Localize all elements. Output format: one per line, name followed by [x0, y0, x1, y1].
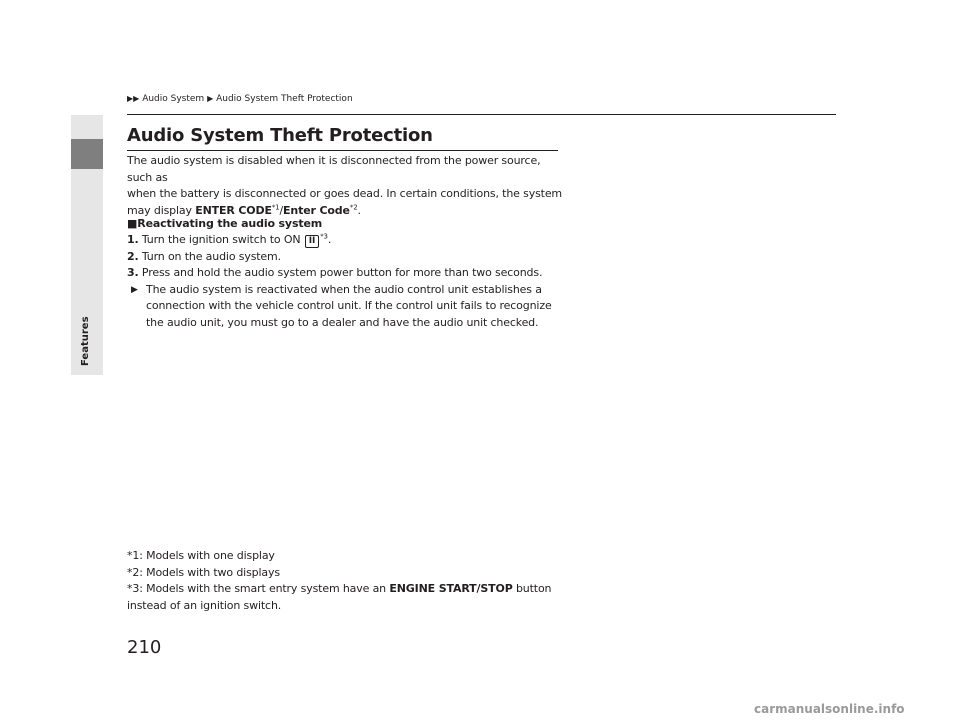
intro-paragraph [127, 153, 567, 219]
ignition-position-icon: II [305, 235, 319, 248]
breadcrumb-item-theft-protection[interactable]: Audio System Theft Protection [216, 94, 353, 104]
step-text: Turn on the audio system. [141, 249, 281, 263]
footnote-ref-2: *2 [349, 202, 358, 211]
side-label: Features [80, 316, 91, 366]
result-arrow-icon: ▶ [131, 284, 138, 295]
header-rule [127, 114, 836, 115]
period: . [327, 233, 332, 246]
footnote-ref-1: *1 [271, 202, 280, 211]
code-enter-code: Enter Code [283, 203, 350, 217]
footnotes [127, 548, 567, 614]
engine-start-stop-label: ENGINE START/STOP [389, 582, 513, 595]
title-rule [127, 150, 558, 151]
footnote-3-text: *3: Models with the smart entry system have an [127, 582, 390, 595]
page-number: 210 [127, 637, 162, 658]
breadcrumb-item-audio-system[interactable]: Audio System [142, 94, 205, 104]
step-number: 3. [127, 266, 139, 279]
result-line-1: The audio system is reactivated when the audio control unit establishes a [146, 282, 542, 296]
breadcrumb [127, 94, 353, 104]
section-heading-text: Reactivating the audio system [137, 217, 323, 230]
list-item [127, 232, 567, 249]
slash: / [279, 203, 284, 217]
breadcrumb-arrow-icon: ▶ [207, 94, 214, 103]
intro-line-2: when the battery is disconnected or goes dead. In certain conditions, the system [127, 187, 562, 200]
footnote-3-text-end: button [512, 582, 552, 595]
intro-text: may display [127, 203, 196, 217]
page-title: Audio System Theft Protection [127, 125, 433, 146]
code-enter-code-caps: ENTER CODE [195, 203, 272, 217]
result-note [127, 282, 567, 332]
side-tab-marker [71, 139, 103, 169]
watermark[interactable]: carmanualsonline.info [754, 702, 905, 716]
footnote-1: *1: Models with one display [127, 549, 275, 562]
footnote-3-line-2: instead of an ignition switch. [127, 598, 282, 612]
section-heading [127, 216, 567, 233]
step-number: 2. [127, 249, 139, 263]
list-item [127, 249, 567, 266]
steps-list [127, 232, 567, 331]
result-line-3: the audio unit, you must go to a dealer and have the audio unit checked. [146, 315, 539, 329]
list-item [127, 265, 567, 282]
breadcrumb-arrow-icon: ▶▶ [127, 94, 140, 103]
period: . [357, 203, 361, 217]
footnote-ref-3: *3 [320, 232, 328, 241]
section-marker-icon: ■ [127, 217, 138, 230]
result-line-2: connection with the vehicle control unit. If the control unit fails to recognize [146, 299, 552, 312]
step-text: Press and hold the audio system power button for more than two seconds. [141, 266, 543, 279]
step-text: Turn the ignition switch to ON [141, 233, 304, 246]
footnote-2: *2: Models with two displays [127, 565, 280, 579]
step-number: 1. [127, 233, 139, 246]
intro-line-1: The audio system is disabled when it is disconnected from the power source, such as [127, 154, 541, 184]
footnote-3 [127, 581, 567, 598]
